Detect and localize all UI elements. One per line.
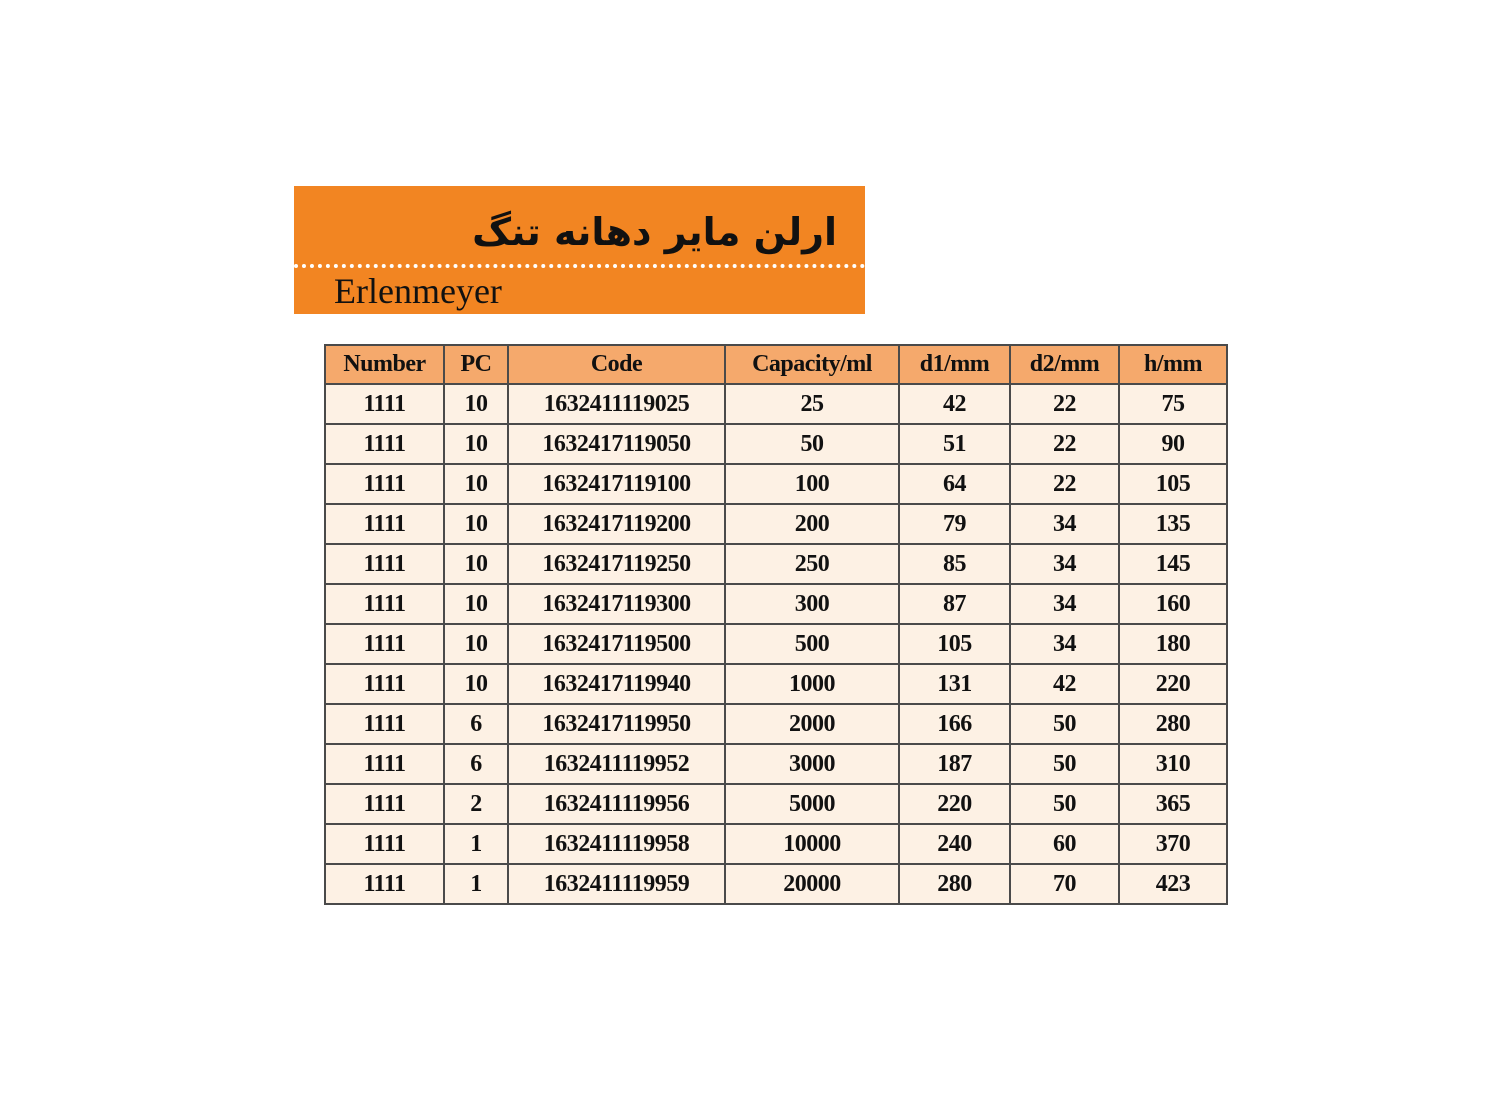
cell-pc: 10 [444,464,508,504]
cell-code: 1632411119959 [508,864,725,904]
cell-capacity: 50 [725,424,899,464]
cell-pc: 2 [444,784,508,824]
cell-d1: 166 [899,704,1010,744]
cell-h: 75 [1119,384,1227,424]
cell-d2: 34 [1010,504,1119,544]
cell-capacity: 100 [725,464,899,504]
cell-d1: 131 [899,664,1010,704]
cell-h: 310 [1119,744,1227,784]
cell-d2: 60 [1010,824,1119,864]
cell-d1: 42 [899,384,1010,424]
cell-capacity: 20000 [725,864,899,904]
column-header-d1: d1/mm [899,345,1010,384]
cell-code: 1632411119956 [508,784,725,824]
cell-h: 90 [1119,424,1227,464]
cell-d2: 22 [1010,424,1119,464]
table-row [325,584,1227,624]
cell-d2: 70 [1010,864,1119,904]
specification-table [324,344,1228,905]
cell-h: 180 [1119,624,1227,664]
cell-d1: 79 [899,504,1010,544]
column-header-number: Number [325,345,444,384]
cell-code: 1632411119958 [508,824,725,864]
cell-code: 1632417119250 [508,544,725,584]
cell-d1: 187 [899,744,1010,784]
cell-code: 1632417119050 [508,424,725,464]
column-header-d2: d2/mm [1010,345,1119,384]
cell-number: 1111 [325,584,444,624]
cell-pc: 6 [444,744,508,784]
cell-pc: 1 [444,824,508,864]
table-row [325,864,1227,904]
cell-number: 1111 [325,464,444,504]
cell-d1: 280 [899,864,1010,904]
cell-h: 135 [1119,504,1227,544]
table-row [325,824,1227,864]
cell-pc: 10 [444,384,508,424]
cell-d1: 240 [899,824,1010,864]
cell-pc: 10 [444,624,508,664]
table-header-row [325,345,1227,384]
cell-d2: 22 [1010,384,1119,424]
cell-capacity: 250 [725,544,899,584]
cell-capacity: 3000 [725,744,899,784]
cell-d2: 34 [1010,544,1119,584]
table-row [325,464,1227,504]
cell-code: 1632417119100 [508,464,725,504]
cell-d1: 220 [899,784,1010,824]
banner-dotted-divider [294,264,865,268]
table-row [325,664,1227,704]
cell-number: 1111 [325,864,444,904]
cell-pc: 10 [444,664,508,704]
cell-number: 1111 [325,784,444,824]
cell-number: 1111 [325,744,444,784]
column-header-h: h/mm [1119,345,1227,384]
cell-d1: 87 [899,584,1010,624]
cell-code: 1632411119952 [508,744,725,784]
cell-capacity: 2000 [725,704,899,744]
cell-d1: 105 [899,624,1010,664]
cell-h: 105 [1119,464,1227,504]
cell-number: 1111 [325,424,444,464]
table-row [325,744,1227,784]
cell-code: 1632411119025 [508,384,725,424]
banner-title-persian: ارلن مایر دهانه تنگ [472,210,837,254]
cell-d1: 64 [899,464,1010,504]
cell-d2: 22 [1010,464,1119,504]
cell-d1: 85 [899,544,1010,584]
cell-number: 1111 [325,384,444,424]
cell-d2: 42 [1010,664,1119,704]
cell-number: 1111 [325,704,444,744]
cell-d2: 34 [1010,584,1119,624]
cell-h: 423 [1119,864,1227,904]
cell-code: 1632417119200 [508,504,725,544]
table-row [325,704,1227,744]
cell-pc: 10 [444,504,508,544]
cell-d2: 50 [1010,704,1119,744]
cell-d2: 50 [1010,744,1119,784]
banner-title-english: Erlenmeyer [334,271,502,311]
cell-h: 160 [1119,584,1227,624]
cell-number: 1111 [325,664,444,704]
table-row [325,624,1227,664]
table-row [325,504,1227,544]
table-row [325,544,1227,584]
cell-d2: 50 [1010,784,1119,824]
cell-code: 1632417119950 [508,704,725,744]
cell-capacity: 300 [725,584,899,624]
cell-code: 1632417119500 [508,624,725,664]
cell-pc: 6 [444,704,508,744]
cell-pc: 10 [444,424,508,464]
cell-capacity: 1000 [725,664,899,704]
cell-pc: 10 [444,544,508,584]
cell-d2: 34 [1010,624,1119,664]
cell-capacity: 500 [725,624,899,664]
title-banner [294,186,865,314]
cell-h: 370 [1119,824,1227,864]
column-header-code: Code [508,345,725,384]
cell-number: 1111 [325,544,444,584]
column-header-capacity: Capacity/ml [725,345,899,384]
cell-capacity: 200 [725,504,899,544]
cell-h: 220 [1119,664,1227,704]
cell-pc: 1 [444,864,508,904]
cell-number: 1111 [325,504,444,544]
cell-capacity: 25 [725,384,899,424]
cell-capacity: 10000 [725,824,899,864]
cell-capacity: 5000 [725,784,899,824]
table-row [325,424,1227,464]
cell-code: 1632417119940 [508,664,725,704]
cell-code: 1632417119300 [508,584,725,624]
cell-h: 365 [1119,784,1227,824]
cell-d1: 51 [899,424,1010,464]
table-row [325,384,1227,424]
table-row [325,784,1227,824]
table-body [325,384,1227,904]
cell-h: 145 [1119,544,1227,584]
cell-pc: 10 [444,584,508,624]
cell-number: 1111 [325,824,444,864]
column-header-pc: PC [444,345,508,384]
cell-number: 1111 [325,624,444,664]
cell-h: 280 [1119,704,1227,744]
